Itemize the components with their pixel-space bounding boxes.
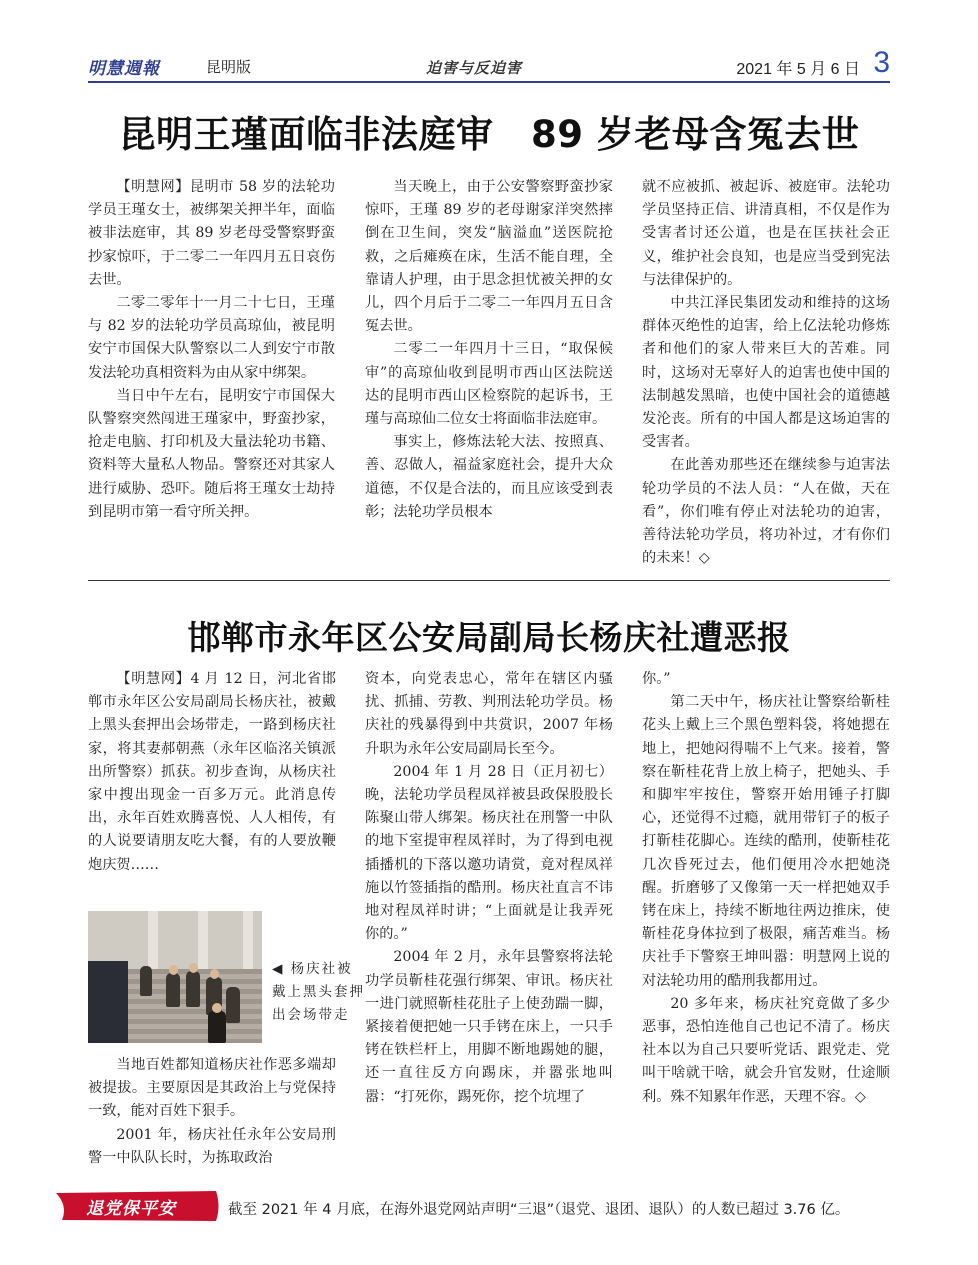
footer-statement: 截至 2021 年 4 月底，在海外退党网站声明“三退”（退党、退团、退队）的人数已超过 3.76 亿。	[228, 1202, 850, 1218]
article-divider	[88, 580, 890, 581]
paragraph: 当地百姓都知道杨庆社作恶多端却被提拔。主要原因是其政治上与党保持一致，能对百姓下狠手。	[88, 1057, 336, 1120]
paragraph: 当天晚上，由于公安警察野蛮抄家惊吓，王瑾 89 岁的老母谢家洋突然摔倒在卫生间，突发“脑溢血”送医院抢救，之后瘫痪在床，生活不能自理，全靠请人护理，由于思念担忧被关押的女儿，四个月后于二零二一年四月五日含冤去世。	[365, 179, 613, 335]
paragraph: 二零二零年十一月二十七日，王瑾与 82 岁的法轮功学员高琼仙，被昆明安宁市国保大队警察以二人到安宁市散发法轮功真相资料为由从家中绑架。	[88, 295, 335, 381]
paragraph: 事实上，修炼法轮大法、按照真、善、忍做人，福益家庭社会，提升大众道德，不仅是合法的，而且应该受到表彰；法轮功学员根本	[365, 434, 613, 520]
masthead-logo: 明慧週報	[88, 59, 160, 79]
article1-column-2	[365, 176, 613, 524]
paragraph: 中共江泽民集团发动和维持的这场群体灭绝性的迫害，给上亿法轮功修炼者和他们的家人带来巨大的苦难。同时，这场对无辜好人的迫害也使中国的法制越发黑暗，也使中国社会的道德越发沦丧。所有的中国人都是这场迫害的受害者。	[642, 295, 890, 451]
page-header	[88, 48, 890, 82]
article1-column-3	[642, 176, 890, 570]
banner-label: 退党保平安	[86, 1199, 176, 1219]
article2-column-2	[365, 668, 613, 1109]
paragraph: 就不应被抓、被起诉、被庭审。法轮功学员坚持正信、讲清真相，不仅是作为受害者讨还公道，也是在匡扶社会正义，维护社会良知，也是应当受到宪法与法律保护的。	[642, 179, 890, 288]
article2-column-3	[642, 668, 890, 1109]
photo-caption: ◀ 杨庆社被戴上黑头套押出会场带走	[272, 961, 365, 1023]
paragraph: 2004 年 1 月 28 日（正月初七）晚，法轮功学员程凤祥被县政保股股长陈聚山带人绑架。杨庆社在刑警一中队的地下室提审程凤祥时，为了得到电视插播机的下落以邀功请赏，竟对程凤祥施以竹签插指的酷刑。杨庆社直言不讳地对程凤祥时讲；“上面就是让我弄死你的。”	[365, 763, 613, 943]
paragraph: 20 多年来，杨庆社究竟做了多少恶事，恐怕连他自己也记不清了。杨庆社本以为自己只要听党话、跟党走、党叫干啥就干啥，就会升官发财，仕途顺利。殊不知累年作恶，天理不容。◇	[642, 995, 890, 1105]
paragraph: 【明慧网】4 月 12 日，河北省邯郸市永年区公安局副局长杨庆社，被戴上黑头套押出会场带走，一路到杨庆社家，将其妻郝朝燕（永年区临洺关镇派出所警察）抓获。初步查询，从杨庆社家中搜出现金一百多万元。此消息传出，永年百姓欢腾喜悦、人人相传，有的人说要请朋友吃大餐，有的人要放鞭炮庆贺……	[88, 671, 336, 873]
paragraph: 你。”	[642, 671, 671, 687]
section-title: 迫害与反迫害	[426, 59, 523, 77]
article2-column-1-top	[88, 668, 336, 877]
paragraph: 【明慧网】昆明市 58 岁的法轮功学员王瑾女士，被绑架关押半年，面临被非法庭审，其 89 岁老母受警察野蛮抄家惊吓，于二零二一年四月五日哀伤去世。	[88, 179, 335, 288]
edition-label: 昆明版	[206, 58, 252, 76]
paragraph: 当日中午左右，昆明安宁市国保大队警察突然闯进王瑾家中，野蛮抄家，抢走电脑、打印机及大量法轮功书籍、资料等大量私人物品。警察还对其家人进行威胁、恐吓。随后将王瑾女士劫持到昆明市第一看守所关押。	[88, 387, 335, 520]
paragraph: 二零二一年四月十三日，“取保候审”的高琼仙收到昆明市西山区法院送达的昆明市西山区检察院的起诉书，王瑾与高琼仙二位女士将面临非法庭审。	[365, 341, 613, 428]
paragraph: 2001 年，杨庆社任永年公安局刑警一中队队长时，为拣取政治	[88, 1126, 336, 1166]
paragraph: 2004 年 2 月，永年县警察将法轮功学员靳桂花强行绑架、审讯。杨庆社一进门就照靳桂花肚子上使劲踹一脚，紧接着便把她一只手铐在床上，一只手铐在铁栏杆上，用脚不断地踢她的腿，还一直往反方向踢床，并嚣张地叫嚣：“打死你，踢死你，挖个坑埋了	[365, 949, 613, 1105]
page-number: 3	[873, 46, 890, 79]
paragraph: 在此善劝那些还在继续参与迫害法轮功学员的不法人员：“人在做，天在看”，你们唯有停止对法轮功的迫害，善待法轮功学员，将功补过，才有你们的未来！◇	[642, 457, 890, 567]
paragraph: 资本，向党表忠心，常年在辖区内骚扰、抓捕、劳教、判刑法轮功学员。杨庆社的残暴得到中共赏识，2007 年杨升职为永年公安局副局长至今。	[365, 671, 613, 757]
article1-column-1	[88, 176, 335, 524]
header-rule	[88, 81, 890, 83]
paragraph: 第二天中午，杨庆社让警察给靳桂花头上戴上三个黑色塑料袋，将她摁在地上，把她闷得喘不上气来。接着，警察在靳桂花背上放上椅子，把她头、手和脚牢牢按住，警察开始用锤子打脚心，还觉得不过瘾，就用带钉子的板子打靳桂花脚心。连续的酷刑，使靳桂花几次昏死过去，他们便用冷水把她浇醒。折磨够了又像第一天一样把她双手铐在床上，持续不断地往两边推床，使靳桂花身体拉到了极限，痛苦难当。杨庆社手下警察王坤叫嚣：明慧网上说的对法轮功用的酷刑我都用过。	[642, 694, 890, 989]
article2-column-1-bottom	[88, 1054, 336, 1170]
article2-headline: 邯郸市永年区公安局副局长杨庆社遭恶报	[187, 618, 791, 657]
issue-date: 2021 年 5 月 6 日	[736, 61, 860, 78]
footer-banner	[56, 1189, 221, 1223]
article1-headline: 昆明王瑾面临非法庭审 89 岁老母含冤去世	[118, 113, 860, 156]
news-photo	[88, 911, 262, 1043]
